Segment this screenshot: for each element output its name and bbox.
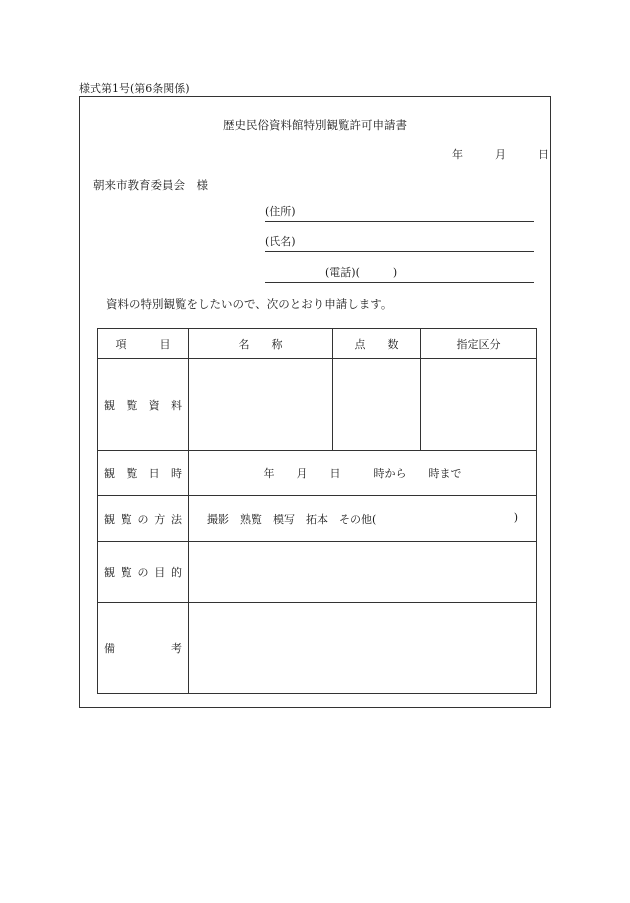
date-line: [452, 146, 549, 162]
datetime-value: 年 月 日 時から 時まで: [263, 467, 462, 480]
materials-designation-cell[interactable]: [421, 359, 537, 451]
label-method: [98, 496, 189, 542]
label-purpose-text: 観 覧 の 目 的: [104, 566, 182, 579]
header-designation: 指定区分: [421, 329, 537, 359]
date-day: 日: [538, 148, 549, 161]
header-name: 名 称: [189, 329, 333, 359]
date-year: 年: [452, 148, 463, 161]
materials-count-cell[interactable]: [333, 359, 421, 451]
request-statement: 資料の特別観覧をしたいので、次のとおり申請します。: [106, 297, 393, 311]
table-row-purpose: [98, 542, 537, 603]
method-close: ): [513, 510, 518, 524]
materials-name-cell[interactable]: [189, 359, 333, 451]
application-table: [97, 328, 537, 694]
purpose-value-cell[interactable]: [189, 542, 537, 603]
label-purpose: [98, 542, 189, 603]
table-row-remarks: [98, 603, 537, 694]
label-materials-text: 観 覧 資 料: [104, 398, 182, 412]
label-datetime-text: 観 覧 日 時: [104, 467, 182, 480]
header-item: 項 目: [98, 329, 189, 359]
table-row-method: [98, 496, 537, 542]
remarks-value-cell[interactable]: [189, 603, 537, 694]
label-datetime: [98, 451, 189, 496]
date-month: 月: [495, 148, 506, 161]
address-field[interactable]: [265, 205, 534, 222]
method-value: 撮影 熟覧 模写 拓本 その他(: [207, 512, 377, 526]
table-header-row: [98, 329, 537, 359]
phone-field[interactable]: [265, 266, 534, 283]
label-remarks: [98, 603, 189, 694]
addressee: 朝来市教育委員会 様: [93, 178, 208, 192]
datetime-value-cell[interactable]: [189, 451, 537, 496]
form-number: 様式第1号(第6条関係): [79, 82, 190, 95]
label-materials: [98, 359, 189, 451]
table-row-datetime: [98, 451, 537, 496]
header-count: 点 数: [333, 329, 421, 359]
address-label: (住所): [265, 205, 296, 218]
phone-label: (電話)( ): [325, 266, 398, 279]
method-value-cell[interactable]: [189, 496, 537, 542]
name-field[interactable]: [265, 235, 534, 252]
table-row-materials: [98, 359, 537, 451]
name-label: (氏名): [265, 235, 296, 248]
label-method-text: 観 覧 の 方 法: [104, 512, 182, 526]
document-title: 歴史民俗資料館特別観覧許可申請書: [223, 118, 407, 132]
label-remarks-text: 備 考: [104, 642, 182, 655]
